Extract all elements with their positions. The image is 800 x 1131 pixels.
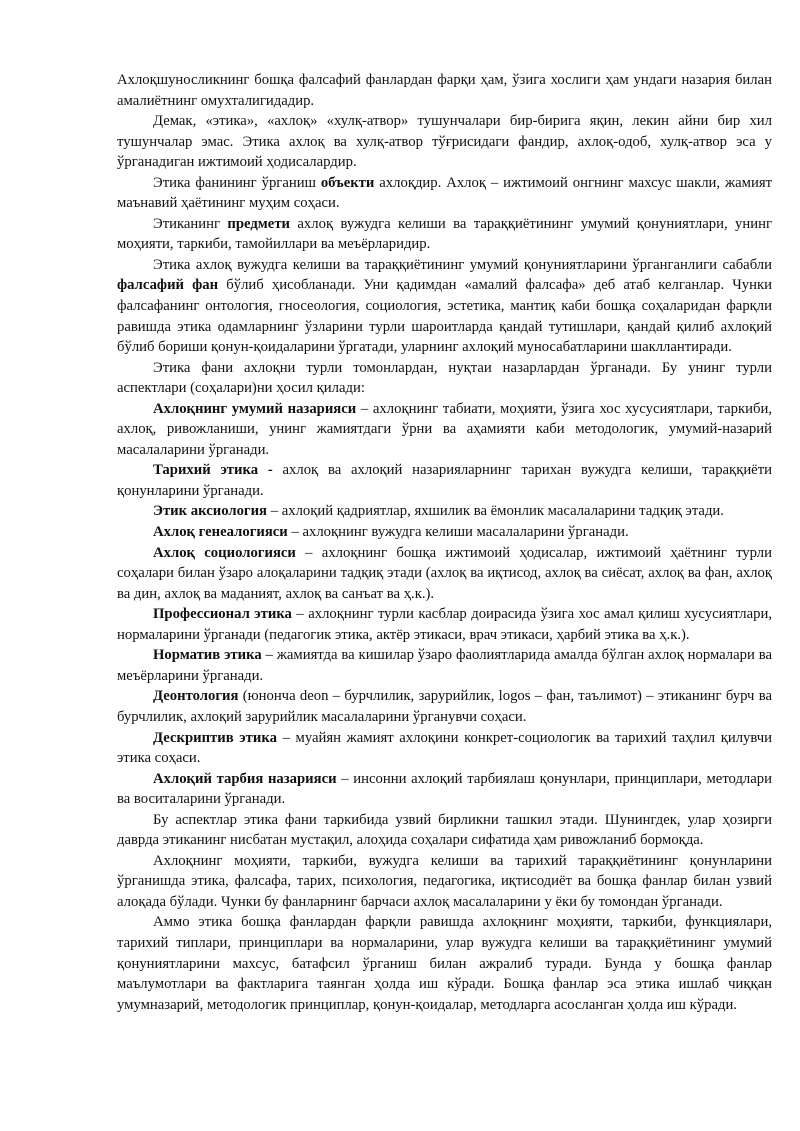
paragraph-text: Ахлоқшуносликнинг бошқа фалсафий фанлардан фарқи ҳам, ўзига хослиги ҳам ундаги назария билан амалиётнинг омухталигидадир. bbox=[117, 72, 772, 109]
paragraph-text: Этиканинг bbox=[153, 215, 228, 232]
paragraph-text: Ахлоқнинг моҳияти, таркиби, вужудга келиши ва тарихий тараққиётининг қонунларини ўрганишда этика, фалсафа, тарих, психология, педагогика, иқтисодиёт ва бошқа фанлар билан узвий алоқада бўлади. Чунки бу фанларнинг барчаси ахлоқ масалаларини у ёки бу томондан ўрганади. bbox=[117, 852, 772, 910]
paragraph bbox=[117, 255, 772, 358]
paragraph bbox=[117, 460, 772, 501]
paragraph-text: Этика ахлоқ вужудга келиши ва тараққиётининг умумий қонуниятларини ўрганганлиги сабабли bbox=[153, 256, 772, 273]
paragraph-text: – муайян жамият ахлоқини конкрет-социологик ва тарихий таҳлил қилувчи этика соҳаси. bbox=[117, 729, 772, 767]
bold-term: Ахлоқнинг умумий назарияси bbox=[153, 400, 357, 417]
bold-term: Ахлоқ генеалогияси bbox=[153, 524, 288, 541]
paragraph bbox=[117, 214, 772, 255]
paragraph bbox=[117, 358, 772, 399]
paragraph bbox=[117, 912, 772, 1015]
paragraph bbox=[117, 522, 772, 543]
paragraph-text: ахлоқдир. Ахлоқ – ижтимоий онгнинг махсус шакли, жамият маънавий ҳаётининг муҳим соҳаси. bbox=[117, 174, 773, 212]
paragraph bbox=[117, 399, 772, 461]
paragraph-text: Этика фани ахлоқни турли томонлардан, нуқтаи назарлардан ўрганади. Бу унинг турли аспектлари (соҳалари)ни ҳосил қилади: bbox=[117, 359, 772, 397]
paragraph bbox=[117, 810, 772, 851]
paragraph-text: Этика фанининг ўрганиш bbox=[153, 174, 321, 191]
paragraph-text: – ахлоқнинг бошқа ижтимоий ҳодисалар, ижтимоий ҳаётнинг турли соҳалари билан ўзаро алоқаларини тадқиқ этади (ахлоқ ва иқтисод, ахлоқ ва сиёсат, ахлоқ ва фан, ахлоқ ва дин, ахлоқ ва маданият, ахлоқ ва санъат ва ҳ.к.). bbox=[117, 544, 772, 602]
paragraph-text: Демак, «этика», «ахлоқ» «хулқ-атвор» тушунчалари бир-бирига яқин, лекин айни бир хил тушунчалар эмас. Этика ахлоқ ва хулқ-атвор тўғрисидаги фандир, ахлоқ-одоб, хулқ-атвор эса у ўрганадиган ижтимоий ҳодисалардир. bbox=[117, 113, 772, 171]
paragraph bbox=[117, 604, 772, 645]
paragraph-text: – инсонни ахлоқий тарбиялаш қонунлари, принциплари, методлари ва воситаларини ўрганади. bbox=[117, 770, 772, 808]
paragraph-text: Бу аспектлар этика фани таркибида узвий бирликни ташкил этади. Шунингдек, улар ҳозирги даврда этиканинг нисбатан мустақил, алоҳида соҳалари сифатида ҳам ривожланиб бормоқда. bbox=[117, 811, 772, 849]
paragraph bbox=[117, 728, 772, 769]
bold-term: Тарихий этика - bbox=[153, 462, 273, 479]
paragraph bbox=[117, 70, 772, 111]
bold-term: Этик аксиология bbox=[153, 503, 268, 520]
paragraph bbox=[117, 645, 772, 686]
bold-term: Ахлоқий тарбия назарияси bbox=[153, 770, 337, 787]
bold-term: Профессионал этика bbox=[153, 606, 292, 623]
paragraph bbox=[117, 543, 772, 605]
paragraph-text: – ахлоқнинг вужудга келиши масалаларини ўрганади. bbox=[287, 524, 629, 541]
paragraph-text: Аммо этика бошқа фанлардан фарқли равишда ахлоқнинг моҳияти, таркиби, функциялари, тарихий типлари, принциплари ва нормаларини, улар вужудга келиши ва тараққиётининг умумий қонуниятларини махсус, батафсил ўрганиш билан ажралиб туради. Бунда у бошқа фанлар маълумотлари ва фактларига таянган ҳолда иш кўради. Бошқа фанлар эса этика ишлаб чиққан умумназарий, методологик принциплар, қонун-қоидалар, методларга асосланган ҳолда иш кўради. bbox=[117, 914, 772, 1013]
paragraph bbox=[117, 111, 772, 173]
paragraph-text: – жамиятда ва кишилар ўзаро фаолиятларида амалда бўлган ахлоқ нормалари ва меъёрларини ўрганади. bbox=[117, 647, 772, 684]
paragraph-text: ахлоқ вужудга келиши ва тараққиётининг умумий қонуниятлари, унинг моҳияти, таркиби, тамойиллари ва меъёрларидир. bbox=[117, 215, 772, 253]
bold-term: фалсафий фан bbox=[117, 277, 219, 294]
paragraph bbox=[117, 851, 772, 913]
bold-term: объекти bbox=[320, 174, 375, 191]
bold-term: предмети bbox=[227, 215, 291, 232]
bold-term: Ахлоқ социологияси bbox=[153, 544, 296, 561]
paragraph-text: ахлоқ ва ахлоқий назарияларнинг тарихан вужудга келиши, тараққиёти қонунларини ўрганади. bbox=[117, 462, 772, 499]
bold-term: Деонтология bbox=[153, 688, 239, 705]
paragraph bbox=[117, 769, 772, 810]
paragraph-text: (юнонча deon – бурчлилик, зарурийлик, logos – фан, таълимот) – этиканинг бурч ва бурчлилик, ахлоқий зарурийлик масалаларини ўрганувчи соҳаси. bbox=[117, 688, 772, 725]
bold-term: Дескриптив этика bbox=[153, 729, 277, 746]
paragraph bbox=[117, 501, 772, 522]
document-page bbox=[117, 70, 772, 1015]
paragraph bbox=[117, 173, 772, 214]
bold-term: Норматив этика bbox=[153, 647, 262, 664]
paragraph-text: – ахлоқнинг табиати, моҳияти, ўзига хос хусусиятлари, таркиби, ахлоқ, ривожланиши, унинг жамиятдаги ўрни ва аҳамияти каби методологик, умумий-назарий масалаларини ўрганади. bbox=[117, 400, 772, 458]
paragraph bbox=[117, 686, 772, 727]
paragraph-text: бўлиб ҳисобланади. Уни қадимдан «амалий фалсафа» деб атаб келганлар. Чунки фалсафанинг онтология, гносеология, социология, эстетика, мантиқ каби бошқа соҳаларидан фарқли равишда этика одамларнинг ўзларини турли шароитларда қандай тутишлари, қандай қилиб ахлоқий бўлиб бориши қонун-қоидаларини ўргатади, уларнинг ахлоқий муносабатларини шакллантиради. bbox=[117, 277, 773, 356]
paragraph-text: – ахлоқий қадриятлар, яхшилик ва ёмонлик масалаларини тадқиқ этади. bbox=[267, 503, 724, 520]
paragraph-text: – ахлоқнинг турли касблар доирасида ўзига хос амал қилиш хусусиятлари, нормаларини ўрганади (педагогик этика, актёр этикаси, врач этикаси, ҳарбий этика ва ҳ.к.). bbox=[117, 606, 772, 643]
